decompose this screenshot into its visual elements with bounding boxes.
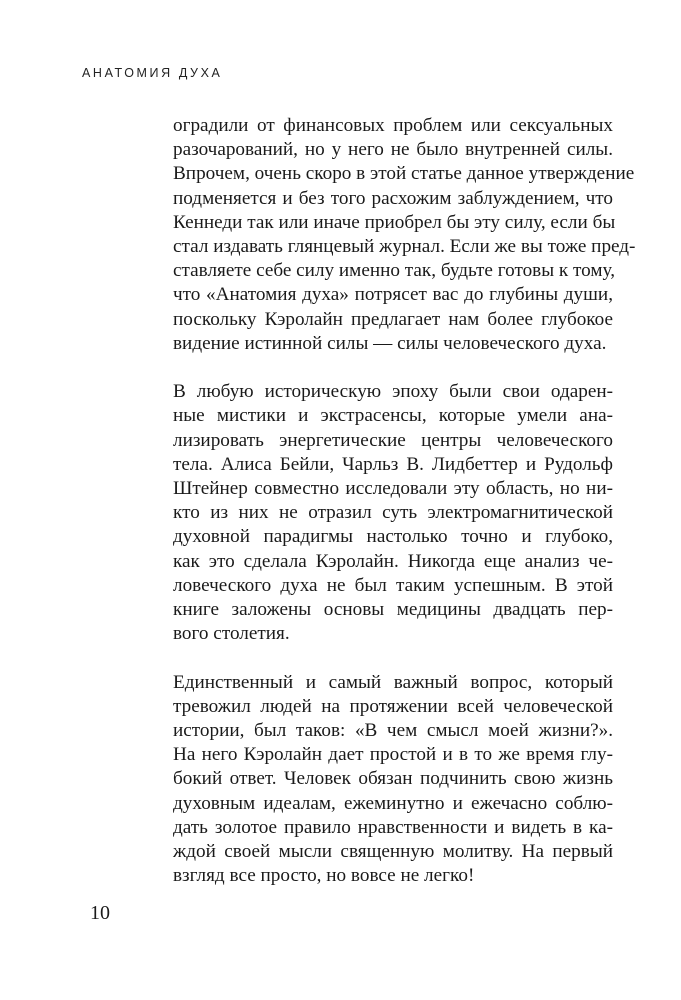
text-line: ждой своей мысли священную молитву. На первый (173, 841, 613, 863)
paragraph (173, 114, 636, 356)
text-line: поскольку Кэролайн предлагает нам более глубокое (173, 308, 613, 330)
text-line: вого столетия. (173, 623, 290, 645)
text-line: ные мистики и экстрасенсы, которые умели ана- (173, 405, 613, 427)
running-header-title: АНАТОМИЯ ДУХА (82, 66, 223, 80)
text-line: истории, был таков: «В чем смысл моей жизни?». (173, 720, 613, 742)
text-line: стал издавать глянцевый журнал. Если же вы тоже пред- (173, 236, 636, 258)
body-text (173, 114, 636, 888)
text-line: видение истинной силы — силы человеческого духа. (173, 332, 607, 354)
text-line: кто из них не отразил суть электромагнитической (173, 502, 613, 524)
text-line: ставляете себе силу именно так, будьте готовы к тому, (173, 260, 616, 282)
text-line: Впрочем, очень скоро в этой статье данное утверждение (173, 163, 635, 185)
text-line: духовным идеалам, ежеминутно и ежечасно соблю- (173, 792, 613, 814)
text-line: подменяется и без того расхожим заблуждением, что (173, 187, 613, 209)
text-line: как это сделала Кэролайн. Никогда еще анализ че- (173, 550, 613, 572)
text-line: дать золотое правило нравственности и видеть в ка- (173, 816, 613, 838)
text-line: тела. Алиса Бейли, Чарльз В. Лидбеттер и Рудольф (173, 453, 613, 475)
text-line: тревожил людей на протяжении всей человеческой (173, 695, 613, 717)
page-number: 10 (90, 902, 110, 924)
text-line: На него Кэролайн дает простой и в то же время глу- (173, 744, 613, 766)
text-line: лизировать энергетические центры человеческого (173, 429, 613, 451)
paragraph (173, 380, 613, 646)
text-line: ловеческого духа не был таким успешным. В этой (173, 574, 613, 596)
text-line: оградили от финансовых проблем или сексуальных (173, 115, 613, 136)
text-line: бокий ответ. Человек обязан подчинить свою жизнь (173, 768, 613, 790)
text-line: взгляд все просто, но вовсе не легко! (173, 865, 475, 887)
text-line: Кеннеди так или иначе приобрел бы эту силу, если бы (173, 211, 616, 233)
text-line: разочарований, но у него не было внутренней силы. (173, 139, 613, 161)
text-line: Единственный и самый важный вопрос, который (173, 671, 613, 693)
text-line: Штейнер совместно исследовали эту область, но ни- (173, 478, 613, 500)
text-line: духовной парадигмы настолько точно и глубоко, (173, 526, 613, 548)
text-line: что «Анатомия духа» потрясет вас до глубины души, (173, 284, 613, 306)
paragraph (173, 671, 613, 889)
text-line: книге заложены основы медицины двадцать пер- (173, 599, 613, 621)
text-line: В любую историческую эпоху были свои одарен- (173, 381, 613, 403)
